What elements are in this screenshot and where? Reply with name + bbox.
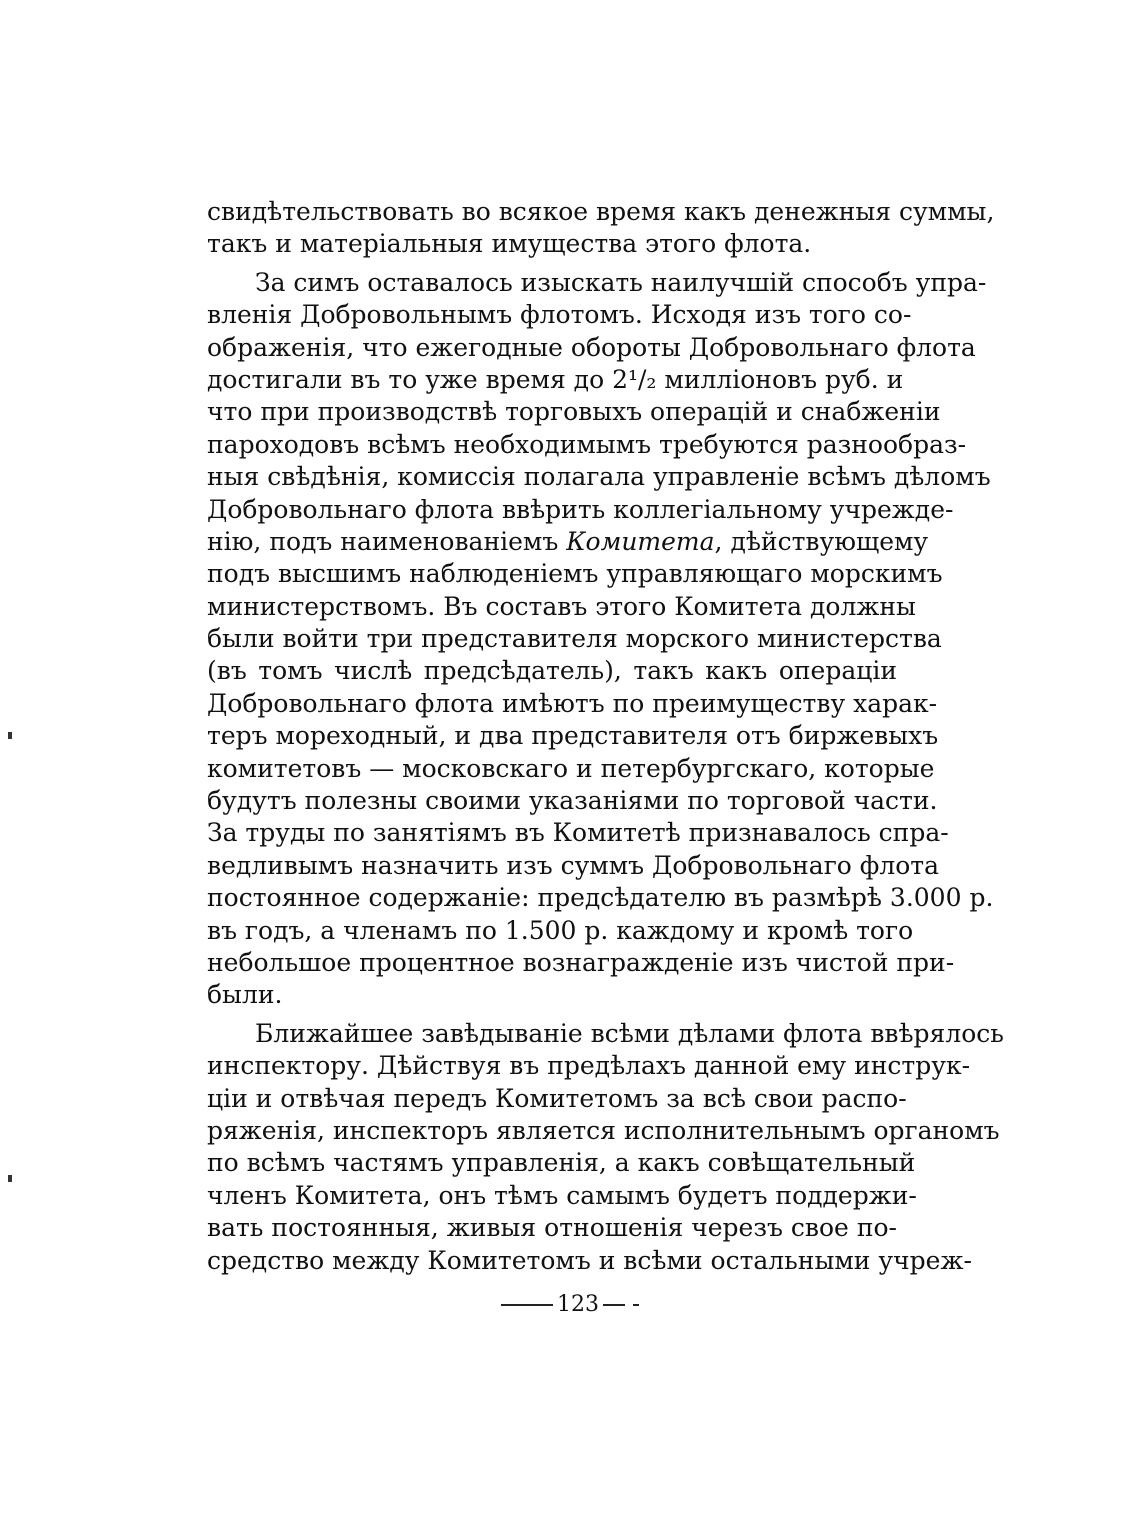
text-line: комитетовъ — московскаго и петербургскаго, которые (207, 753, 935, 783)
text-line: ціи и отвѣчая передъ Комитетомъ за всѣ свои распо- (207, 1083, 907, 1113)
text-line: достигали въ то уже время до 2¹/₂ милліоновъ руб. и (207, 364, 904, 394)
text-line: теръ мореходный, и два представителя отъ биржевыхъ (207, 721, 939, 751)
text-line: нію, подъ наименованіемъ Комитета, дѣйствующему (207, 526, 929, 556)
text-line: министерствомъ. Въ составъ этого Комитета должны (207, 591, 916, 621)
text-line: небольшое процентное вознагражденіе изъ чистой при- (207, 947, 955, 977)
margin-dot-mark (8, 732, 12, 739)
text-line: пароходовъ всѣмъ необходимымъ требуются разнообраз- (207, 429, 967, 459)
text-line: ведливымъ назначить изъ суммъ Добровольнаго флота (207, 850, 940, 880)
page-number-footer (0, 1290, 1140, 1320)
text-line: Добровольнаго флота имѣютъ по преимуществу харак- (207, 688, 938, 718)
folio-dash (633, 1304, 639, 1306)
text-line: были. (207, 980, 283, 1010)
folio-dash (501, 1304, 553, 1306)
text-line: по всѣмъ частямъ управленія, а какъ совѣщательный (207, 1148, 916, 1178)
text-line: въ годъ, а членамъ по 1.500 р. каждому и кромѣ того (207, 915, 914, 945)
text-line: средство между Комитетомъ и всѣми остальными учреж- (207, 1245, 972, 1275)
text-line: постоянное содержаніе: предсѣдателю въ размѣрѣ 3.000 р. (207, 883, 994, 913)
text-line: такъ и матеріальныя имущества этого флота. (207, 229, 812, 259)
page-number: 123 (557, 1292, 599, 1317)
text-line: За труды по занятіямъ въ Комитетѣ признавалось спра- (207, 818, 949, 848)
text-line: ряженія, инспекторъ является исполнительнымъ органомъ (207, 1115, 1000, 1145)
margin-dot-mark (8, 1175, 12, 1182)
text-line: Добровольнаго флота ввѣрить коллегіальному учрежде- (207, 494, 954, 524)
text-line: свидѣтельствовать во всякое время какъ денежныя суммы, (207, 197, 995, 226)
text-line: были войти три представителя морского министерства (207, 624, 942, 654)
text-line: членъ Комитета, онъ тѣмъ самымъ будетъ поддержи- (207, 1180, 917, 1210)
text-line: ныя свѣдѣнія, комиссія полагала управленіе всѣмъ дѣломъ (207, 462, 991, 492)
text-line: подъ высшимъ наблюденіемъ управляющаго морскимъ (207, 559, 943, 589)
text-line: инспектору. Дѣйствуя въ предѣлахъ данной ему инструк- (207, 1051, 971, 1081)
text-line: вать постоянныя, живыя отношенія черезъ свое по- (207, 1213, 897, 1243)
text-line: (въ томъ числѣ предсѣдатель), такъ какъ операціи (207, 656, 897, 686)
text-line: За симъ оставалось изыскать наилучшій способъ упра- (255, 267, 987, 297)
text-line: будутъ полезны своими указаніями по торговой части. (207, 786, 938, 816)
text-line: что при производствѣ торговыхъ операцій и снабженіи (207, 397, 941, 427)
body-text (207, 196, 1004, 1277)
folio-dash (603, 1304, 625, 1306)
emphasized-word: Комитета (566, 526, 715, 556)
text-line: вленія Добровольнымъ флотомъ. Исходя изъ того со- (207, 300, 912, 330)
text-line: Ближайшее завѣдываніе всѣми дѣлами флота ввѣрялось (255, 1018, 1004, 1048)
text-line: ображенія, что ежегодные обороты Добровольнаго флота (207, 332, 976, 362)
